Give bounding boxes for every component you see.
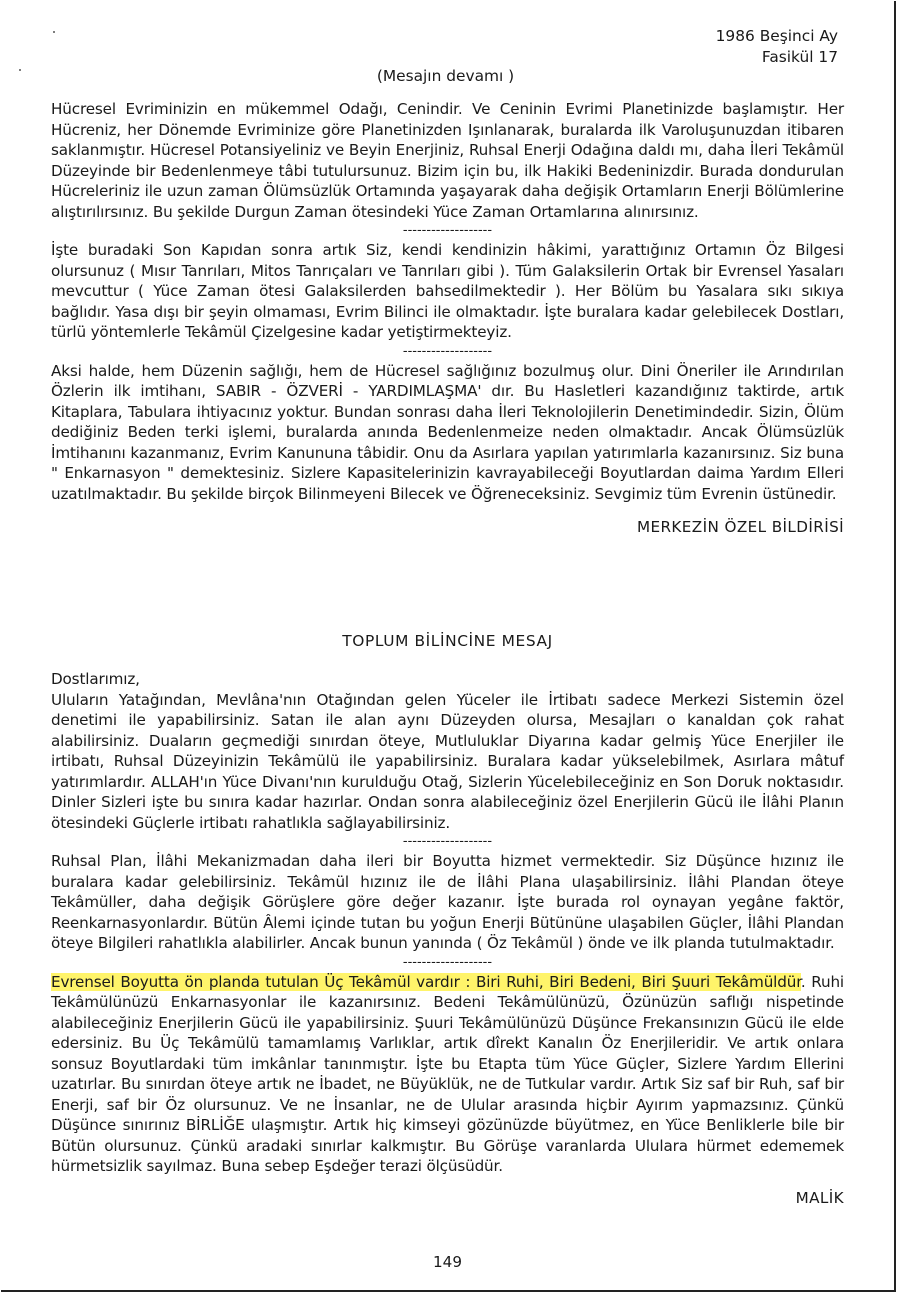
document-page (1, 1, 896, 1292)
separator: ------------------- (402, 343, 493, 359)
highlighted-text: Evrensel Boyutta ön planda tutulan Üç Tekâmül vardır : Biri Ruhi, Biri Bedeni, Biri Şuuri Tekâmüldür (51, 972, 801, 991)
continued-label: (Mesajın devamı ) (376, 67, 515, 85)
issue-fascicle: Fasikül 17 (761, 48, 838, 66)
paragraph (51, 972, 844, 1177)
paragraph: Ruhsal Plan, İlâhi Mekanizmadan daha ileri bir Boyutta hizmet vermektedir. Siz Düşünce hızınız ile buralara kadar gelebilirsiniz. Tekâmül hızınız ile de İlâhi Plana ulaşabilirsiniz. İlâhi Plandan öteye Tekâmüller, daha değişik Görüşlere göre değer kazanır. İşte burada rol oynayan yegâne faktör, Reenkarnasyonlardır. Bütün Âlemi içinde tutan bu yoğun Enerji Bütününe ulaşabilen Güçler, İlâhi Plandan öteye Bilgileri rahatlıkla alabilirler. Ancak bunun yanında ( Öz Tekâmül ) önde ve ilk planda tutulmaktadır. (51, 852, 844, 952)
paragraph-text: . Ruhi Tekâmülünüzü Enkarnasyonlar ile kazanırsınız. Bedeni Tekâmülünüzü, Özünüzün saflığı nispetinde alabileceğiniz Enerjilerin Gücü ile yapabilirsiniz. Şuuri Tekâmülünüzü Düşünce Frekansınızın Gücü ile elde edersiniz. Bu Üç Tekâmülü tamamlamış Varlıklar, artık dîrekt Kanalın Öz Enerjileridir. Ve artık onlara sonsuz Boyutlardaki tüm imkânlar tanınmıştır. İşte bu Etapta tüm Yüce Güçler, Sizlere Yardım Ellerini uzatırlar. Bu sınırdan öteye artık ne İbadet, ne Büyüklük, ne de Tutkular vardır. Artık Siz saf bir Ruh, saf bir Enerji, saf bir Öz olursunuz. Ve ne İnsanlar, ne de Ulular arasında hiçbir Ayırım yapmazsınız. Çünkü Düşünce sınırınız BİRLİĞE ulaşmıştır. Artık hiç kimseyi gözünüzde büyütmez, en Yüce Benliklerle bile bir Bütün olursunuz. Çünkü aradaki sınırlar kalkmıştır. Bu Görüşe varanlarda Ululara hürmet edememek hürmetsizlik sayılmaz. Buna sebep Eşdeğer terazi ölçüsüdür. (51, 972, 844, 1175)
paragraph: Uluların Yatağından, Mevlâna'nın Otağından gelen Yüceler ile İrtibatı sadece Merkezi Sistemin özel denetimi ile yapabilirsiniz. Satan ile alan aynı Düzeyden olursa, Mesajları o kanaldan çok rahat alabilirsiniz. Duaların geçmediği sınırdan öteye, Mutluluklar Diyarına kadar gelmiş Yüce Enerjiler ile irtibatı, Ruhsal Düzeyinizin Tekâmülü ile yapabilirsiniz. Buralara kadar yükselebilmek, Asırlara mâtuf yatırımlardır. ALLAH'ın Yüce Divanı'nın kurulduğu Otağ, Sizlerin Yücelebileceğiniz en Son Doruk noktasıdır. Dinler Sizleri işte bu sınıra kadar hazırlar. Ondan sonra alabileceğiniz özel Enerjilerin Gücü ile İlâhi Planın ötesindeki Güçlerle irtibatı rahatlıkla sağlayabilirsiniz. (51, 690, 844, 832)
message-part-1 (51, 99, 844, 536)
separator: ------------------- (402, 954, 493, 970)
separator: ------------------- (402, 834, 493, 849)
section-title: TOPLUM BİLİNCİNE MESAJ (342, 632, 553, 650)
issue-date: 1986 Beşinci Ay (715, 27, 838, 45)
paragraph: Aksi halde, hem Düzenin sağlığı, hem de Hücresel sağlığınız bozulmuş olur. Dini Öneriler ile Arındırılan Özlerin ilk imtihanı, SABIR - ÖZVERİ - YARDIMLAŞMA' dır. Bu Hasletleri kazandığınız taktirde, artık Kitaplara, Tabulara ihtiyacınız yoktur. Bundan sonrası daha İleri Teknolojilerin Denetimindedir. Sizin, Ölüm dediğiniz Beden terki işlemi, buralarda anında Bedenlenmeize neden olmaktadır. Ancak Ölümsüzlük İmtihanını kazanmanız, Evrim Kanununa tâbidir. Onu da Asırlara yapılan yatırımlarla kazanırsınız. Siz buna " Enkarnasyon " demektesiniz. Sizlere Kapasitelerinizin kavrayabileceği Boyutlardan daima Yardım Elleri uzatılmaktadır. Bu şekilde birçok Bilinmeyeni Bilecek ve Öğreneceksiniz. Sevgimiz tüm Evrenin üstünedir. (51, 361, 844, 503)
paragraph: İşte buradaki Son Kapıdan sonra artık Siz, kendi kendinizin hâkimi, yarattığınız Ortamın Öz Bilgesi olursunuz ( Mısır Tanrıları, Mitos Tanrıçaları ve Tanrıları gibi ). Tüm Galaksilerin Ortak bir Evrensel Yasaları mevcuttur ( Yüce Zaman ötesi Galaksilerden bahsedilmektedir ). Her Bölüm bu Yasalara sıkı sıkıya bağlıdır. Yasa dışı bir şeyin olmaması, Evrim Bilinci ile olmaktadır. İşte buralara kadar gelebilecek Dostları, türlü yöntemlerle Tekâmül Çizelgesine kadar yetiştirmekteyiz. (51, 241, 844, 341)
signature-merkezin: MERKEZİN ÖZEL BİLDİRİSİ (636, 518, 844, 536)
greeting: Dostlarımız, (51, 670, 140, 688)
message-part-2 (51, 669, 844, 1207)
issue-header (716, 26, 838, 68)
scan-speck (53, 31, 55, 33)
separator: ------------------- (402, 223, 493, 238)
signature-malik: MALİK (795, 1188, 844, 1207)
page-number: 149 (433, 1253, 462, 1271)
paragraph: Hücresel Evriminizin en mükemmel Odağı, Cenindir. Ve Ceninin Evrimi Planetinizde başlamıştır. Her Hücreniz, her Dönemde Evriminize göre Planetinizden Işınlanarak, buralarda ilk Varoluşunuzdan itibaren saklanmıştır. Hücresel Potansiyeliniz ve Beyin Enerjiniz, Ruhsal Enerji Odağına daldı mı, daha İleri Tekâmül Düzeyinde bir Bedenlenmeye tâbi tutulursunuz. Bizim için bu, ilk Hakiki Bedeninizdir. Burada dondurulan Hücreleriniz ile uzun zaman Ölümsüzlük Ortamında yaşayarak daha değişik Ortamların Enerji Bölümlerine alıştırılırsınız. Bu şekilde Durgun Zaman ötesindeki Yüce Zaman Ortamlarına alınırsınız. (51, 100, 844, 221)
